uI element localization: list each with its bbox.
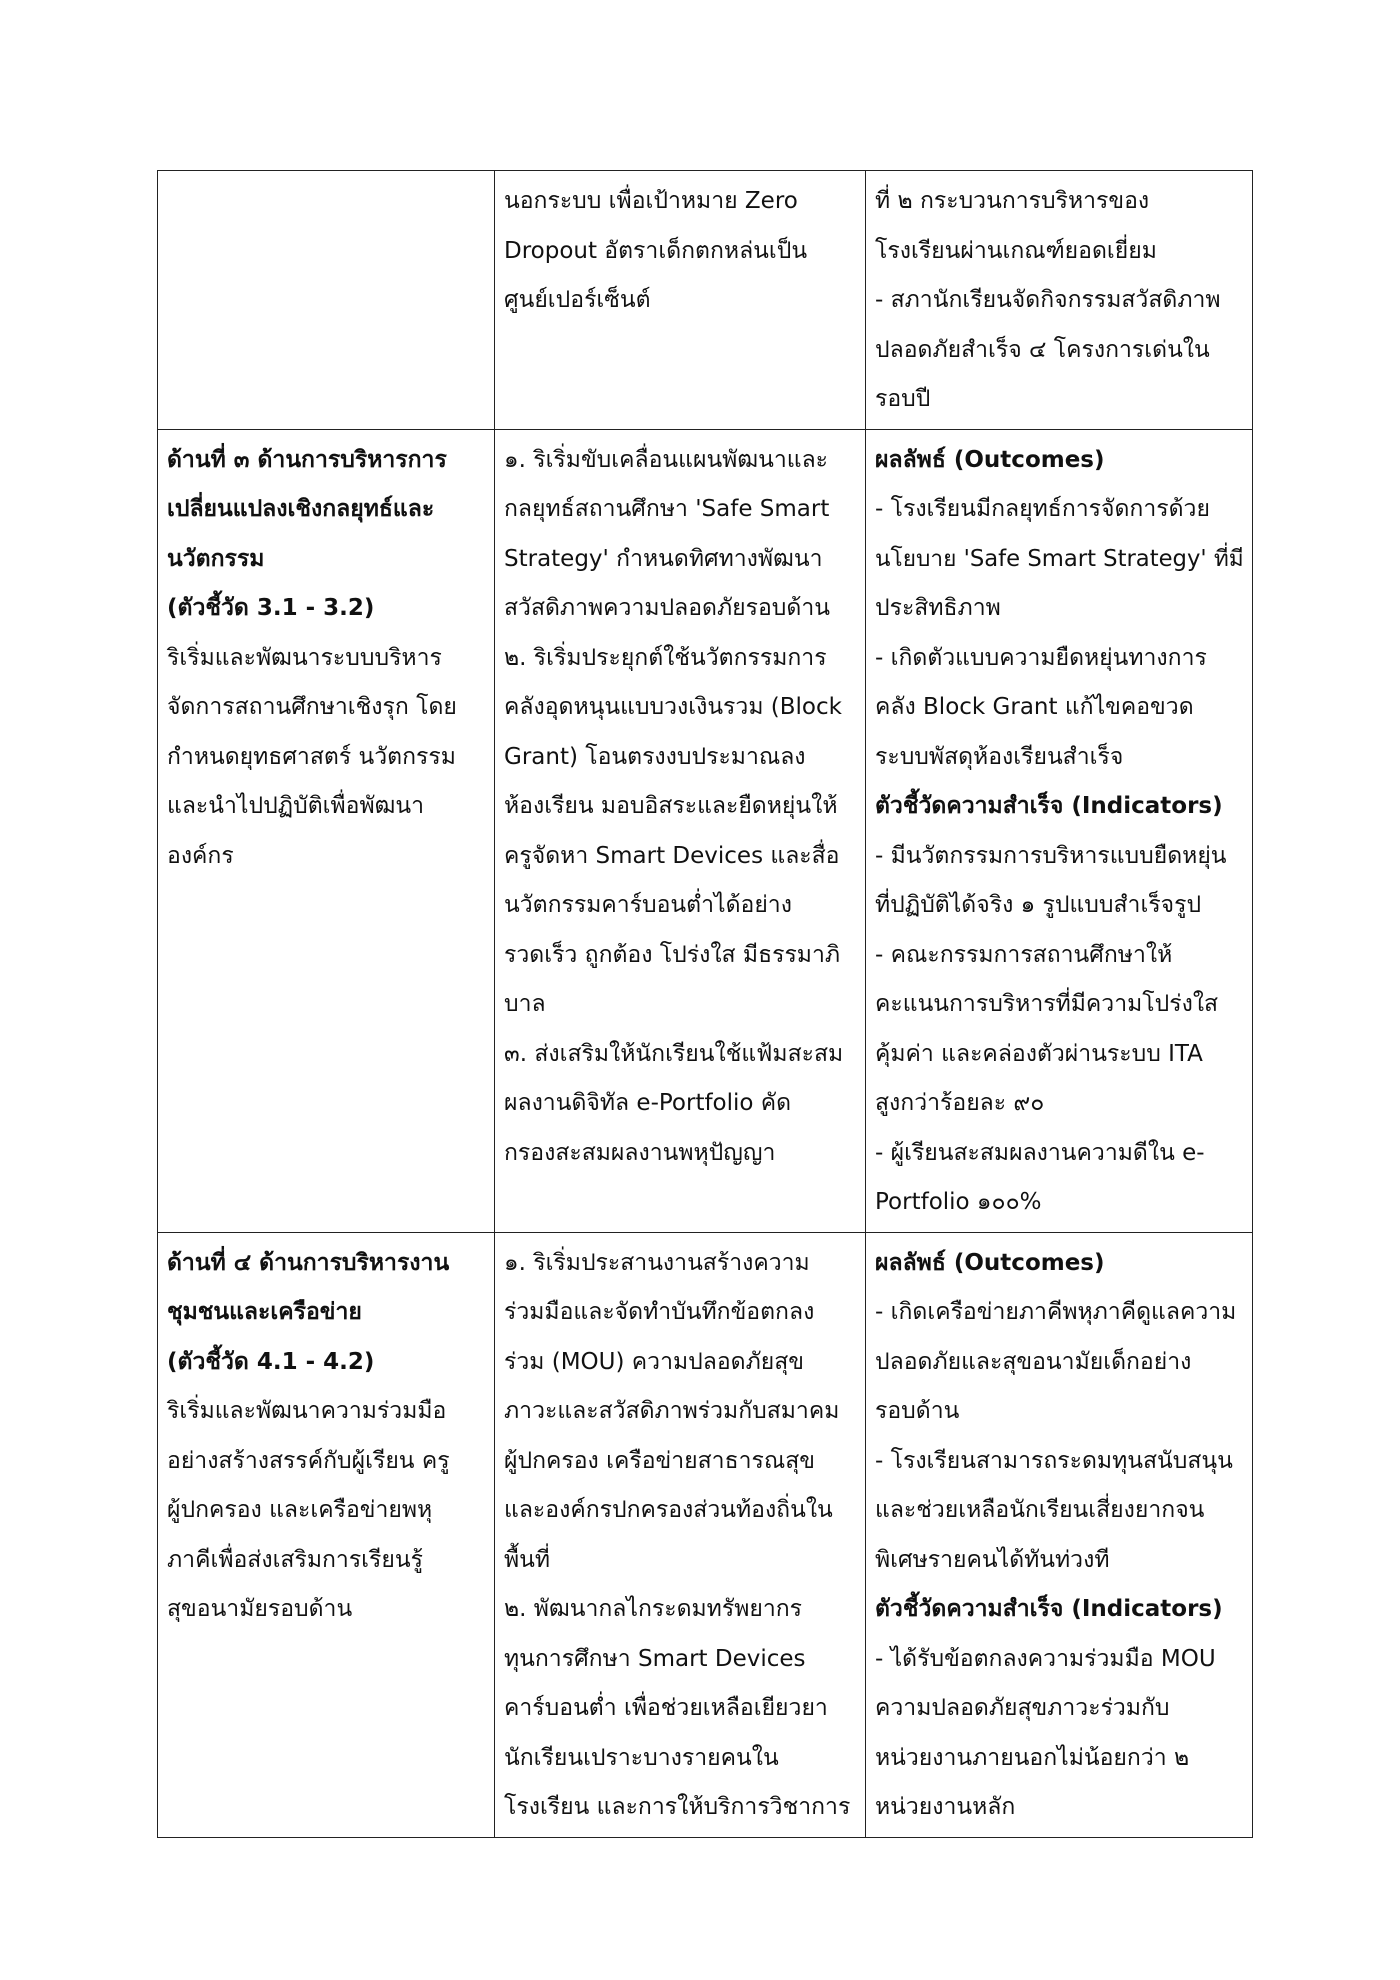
cell-line: ๑. ริเริ่มประสานงานสร้างความ	[504, 1249, 810, 1276]
cell-heading: ด้านที่ ๓ ด้านการบริหารการ	[167, 446, 447, 473]
table-cell-area	[158, 429, 495, 1232]
cell-line: จัดการสถานศึกษาเชิงรุก โดย	[167, 694, 457, 720]
table-cell-area	[158, 1232, 495, 1837]
cell-line: รอบด้าน	[875, 1398, 960, 1424]
cell-line: - ได้รับข้อตกลงความร่วมมือ MOU	[875, 1645, 1216, 1672]
cell-line: สูงกว่าร้อยละ ๙๐	[875, 1090, 1045, 1116]
plan-table-body	[158, 171, 1253, 1838]
table-cell-actions	[495, 1232, 866, 1837]
cell-line: ที่ ๒ กระบวนการบริหารของ	[875, 188, 1150, 214]
cell-line: พิเศษรายคนได้ทันท่วงที	[875, 1546, 1110, 1573]
cell-line: โรงเรียนผ่านเกณฑ์ยอดเยี่ยม	[875, 237, 1157, 264]
cell-line: ผลงานดิจิทัล e-Portfolio คัด	[504, 1090, 792, 1116]
cell-line: ริเริ่มและพัฒนาระบบบริหาร	[167, 644, 442, 671]
cell-line: - โรงเรียนสามารถระดมทุนสนับสนุน	[875, 1447, 1233, 1474]
cell-line: คุ้มค่า และคล่องตัวผ่านระบบ ITA	[875, 1040, 1203, 1067]
table-cell-results	[866, 171, 1253, 430]
table-cell-area	[158, 171, 495, 430]
cell-line: คาร์บอนต่ำ เพื่อช่วยเหลือเยียวยา	[504, 1695, 828, 1721]
cell-line: ปลอดภัยสำเร็จ ๔ โครงการเด่นใน	[875, 336, 1210, 363]
table-row	[158, 171, 1253, 430]
cell-line: คลังอุดหนุนแบบวงเงินรวม (Block	[504, 694, 842, 720]
cell-line: ทุนการศึกษา Smart Devices	[504, 1645, 806, 1672]
cell-line: - สภานักเรียนจัดกิจกรรมสวัสดิภาพ	[875, 287, 1221, 313]
table-row	[158, 1232, 1253, 1837]
cell-line: ๒. พัฒนากลไกระดมทรัพยากร	[504, 1596, 803, 1622]
cell-line: ๓. ส่งเสริมให้นักเรียนใช้แฟ้มสะสม	[504, 1040, 844, 1067]
cell-line: รอบปี	[875, 386, 931, 412]
cell-line: หน่วยงานภายนอกไม่น้อยกว่า ๒	[875, 1744, 1190, 1771]
cell-heading: ชุมชนและเครือข่าย	[167, 1299, 362, 1325]
table-row	[158, 429, 1253, 1232]
cell-line: ประสิทธิภาพ	[875, 595, 1001, 621]
cell-line: คะแนนการบริหารที่มีความโปร่งใส	[875, 991, 1219, 1017]
cell-line: กลยุทธ์สถานศึกษา 'Safe Smart	[504, 496, 830, 522]
plan-table	[157, 170, 1253, 1838]
cell-line: ศูนย์เปอร์เซ็นต์	[504, 287, 651, 313]
cell-line: ภาวะและสวัสดิภาพร่วมกับสมาคม	[504, 1398, 840, 1424]
cell-line: - เกิดตัวแบบความยืดหยุ่นทางการ	[875, 644, 1207, 671]
cell-heading: เปลี่ยนแปลงเชิงกลยุทธ์และ	[167, 496, 435, 522]
cell-heading: (ตัวชี้วัด 3.1 - 3.2)	[167, 595, 375, 621]
cell-line: นอกระบบ เพื่อเป้าหมาย Zero	[504, 188, 798, 214]
cell-line: ๒. ริเริ่มประยุกต์ใช้นวัตกรรมการ	[504, 644, 827, 671]
cell-line: ผู้ปกครอง เครือข่ายสาธารณสุข	[504, 1447, 815, 1474]
cell-line: นักเรียนเปราะบางรายคนใน	[504, 1744, 779, 1771]
cell-line: ห้องเรียน มอบอิสระและยืดหยุ่นให้	[504, 793, 838, 819]
cell-line: - เกิดเครือข่ายภาคีพหุภาคีดูแลความ	[875, 1299, 1237, 1325]
cell-heading: ตัวชี้วัดความสำเร็จ (Indicators)	[875, 1596, 1223, 1622]
cell-line: กำหนดยุทธศาสตร์ นวัตกรรม	[167, 743, 456, 770]
cell-line: ที่ปฏิบัติได้จริง ๑ รูปแบบสำเร็จรูป	[875, 892, 1202, 918]
cell-line: - คณะกรรมการสถานศึกษาให้	[875, 941, 1173, 968]
cell-line: โรงเรียน และการให้บริการวิชาการ	[504, 1794, 851, 1820]
cell-heading: นวัตกรรม	[167, 545, 265, 572]
cell-line: และนำไปปฏิบัติเพื่อพัฒนา	[167, 793, 425, 819]
cell-heading: (ตัวชี้วัด 4.1 - 4.2)	[167, 1348, 375, 1375]
cell-line: ระบบพัสดุห้องเรียนสำเร็จ	[875, 743, 1124, 770]
cell-line: ปลอดภัยและสุขอนามัยเด็กอย่าง	[875, 1348, 1192, 1375]
cell-line: ภาคีเพื่อส่งเสริมการเรียนรู้	[167, 1546, 423, 1573]
cell-line: รวดเร็ว ถูกต้อง โปร่งใส มีธรรมาภิ	[504, 941, 841, 968]
table-cell-results	[866, 1232, 1253, 1837]
table-cell-actions	[495, 429, 866, 1232]
cell-heading: ตัวชี้วัดความสำเร็จ (Indicators)	[875, 793, 1223, 819]
cell-line: ริเริ่มและพัฒนาความร่วมมือ	[167, 1398, 447, 1424]
cell-line: คลัง Block Grant แก้ไขคอขวด	[875, 694, 1194, 720]
cell-line: - โรงเรียนมีกลยุทธ์การจัดการด้วย	[875, 496, 1210, 522]
cell-heading: ผลลัพธ์ (Outcomes)	[875, 446, 1105, 473]
cell-line: พื้นที่	[504, 1546, 551, 1573]
cell-line: บาล	[504, 991, 546, 1017]
cell-line: หน่วยงานหลัก	[875, 1794, 1016, 1820]
cell-line: Grant) โอนตรงงบประมาณลง	[504, 743, 806, 770]
cell-line: อย่างสร้างสรรค์กับผู้เรียน ครู	[167, 1447, 450, 1474]
cell-line: นโยบาย 'Safe Smart Strategy' ที่มี	[875, 545, 1244, 572]
cell-line: - มีนวัตกรรมการบริหารแบบยืดหยุ่น	[875, 842, 1227, 869]
cell-line: องค์กร	[167, 842, 234, 869]
cell-line: สุขอนามัยรอบด้าน	[167, 1596, 353, 1622]
cell-line: ผู้ปกครอง และเครือข่ายพหุ	[167, 1497, 433, 1523]
table-cell-actions	[495, 171, 866, 430]
cell-line: ร่วมมือและจัดทำบันทึกข้อตกลง	[504, 1299, 815, 1325]
cell-line: ๑. ริเริ่มขับเคลื่อนแผนพัฒนาและ	[504, 446, 829, 473]
cell-line: กรองสะสมผลงานพหุปัญญา	[504, 1139, 776, 1166]
cell-line: และองค์กรปกครองส่วนท้องถิ่นใน	[504, 1497, 833, 1523]
cell-line: Portfolio ๑๐๐%	[875, 1189, 1042, 1215]
cell-line: Strategy' กำหนดทิศทางพัฒนา	[504, 545, 823, 572]
cell-line: สวัสดิภาพความปลอดภัยรอบด้าน	[504, 595, 830, 621]
cell-line: นวัตกรรมคาร์บอนต่ำได้อย่าง	[504, 892, 792, 918]
cell-line: ความปลอดภัยสุขภาวะร่วมกับ	[875, 1695, 1170, 1721]
cell-line: ร่วม (MOU) ความปลอดภัยสุข	[504, 1348, 804, 1375]
cell-line: ครูจัดหา Smart Devices และสื่อ	[504, 842, 840, 869]
cell-heading: ด้านที่ ๔ ด้านการบริหารงาน	[167, 1249, 450, 1276]
cell-heading: ผลลัพธ์ (Outcomes)	[875, 1249, 1105, 1276]
cell-line: Dropout อัตราเด็กตกหล่นเป็น	[504, 237, 808, 264]
table-cell-results	[866, 429, 1253, 1232]
cell-line: - ผู้เรียนสะสมผลงานความดีใน e-	[875, 1139, 1205, 1166]
cell-line: และช่วยเหลือนักเรียนเสี่ยงยากจน	[875, 1497, 1205, 1523]
